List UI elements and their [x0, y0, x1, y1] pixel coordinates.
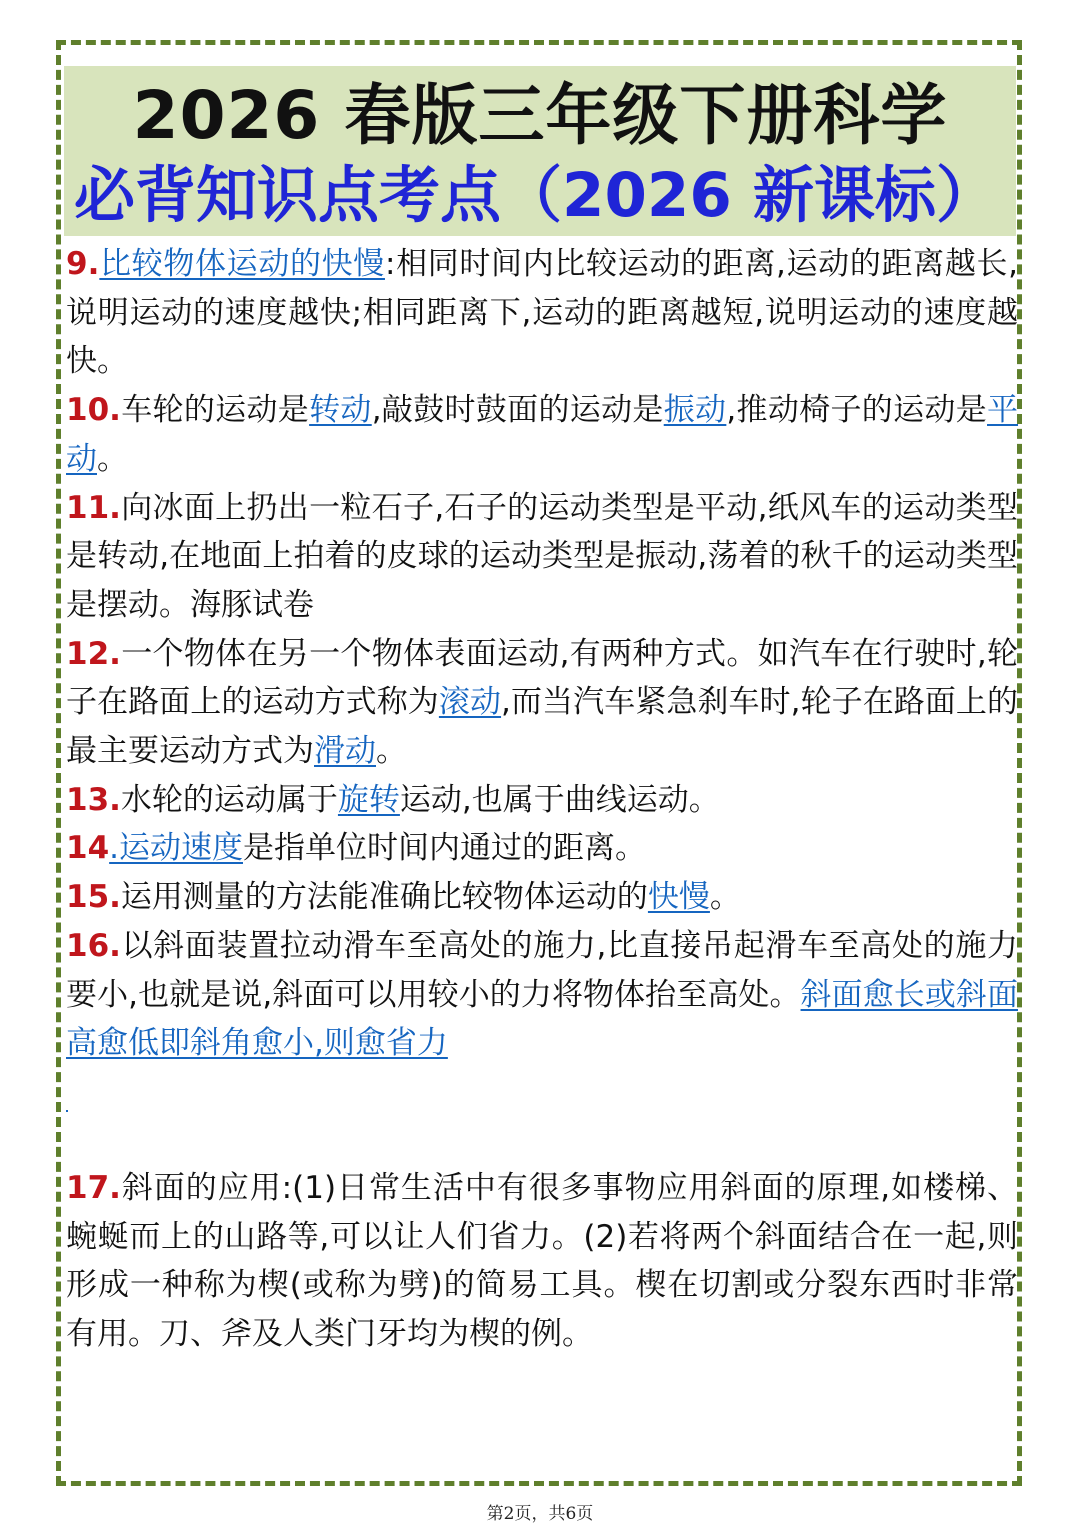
- keyword: 斜面愈长或斜面高愈低即斜角愈小,则愈省力: [66, 976, 1018, 1062]
- item-number: 16.: [66, 927, 121, 964]
- item-number: 15.: [66, 879, 121, 916]
- keyword: 比较物体运动的快慢: [99, 246, 385, 282]
- title-banner: [64, 66, 1016, 236]
- page-number: 第2页，共6页: [486, 1504, 594, 1524]
- item-text: 一个物体在另一个物体表面运动,有两种方式。如汽车在行驶时,轮子在路面上的运动方式称为: [66, 635, 1018, 721]
- item-text: 向冰面上扔出一粒石子,石子的运动类型是平动,纸风车的运动类型是转动,在地面上拍着的皮球的运动类型是振动,荡着的秋千的运动类型是摆动。海豚试卷: [66, 489, 1018, 623]
- keyword: 快慢: [647, 879, 710, 916]
- item-text: 。: [97, 440, 128, 477]
- item-number: 14: [66, 830, 110, 867]
- item-number: 9.: [66, 246, 100, 282]
- item-text: 水轮的运动属于: [120, 781, 338, 818]
- item-number: 17.: [66, 1169, 121, 1206]
- knowledge-item-16: [66, 922, 1018, 1068]
- keyword: 平动: [66, 392, 1019, 477]
- item-text: ,推动椅子的运动是: [726, 392, 988, 429]
- item-text: 运用测量的方法能准确比较物体运动的: [120, 879, 648, 916]
- knowledge-item-10: [66, 386, 1018, 483]
- knowledge-item-11: [66, 484, 1018, 630]
- keyword: .运动速度: [109, 830, 243, 867]
- item-text: 是指单位时间内通过的距离。: [243, 830, 646, 867]
- blank-gap: [66, 1068, 1018, 1164]
- item-text: 运动,也属于曲线运动。: [399, 781, 720, 818]
- keyword: 滚动: [438, 684, 502, 721]
- item-text: 。: [709, 879, 741, 916]
- knowledge-item-13: [66, 776, 1018, 825]
- item-number: 10.: [66, 392, 121, 429]
- item-number: 11.: [66, 489, 121, 526]
- page-subtitle: 必背知识点考点（2026 新课标）: [74, 160, 998, 231]
- keyword: 转动: [309, 392, 372, 429]
- keyword: 旋转: [337, 781, 400, 818]
- page-title: 2026 春版三年级下册科学: [132, 77, 948, 154]
- stray-mark: [66, 1110, 68, 1112]
- item-text: 斜面的应用:(1)日常生活中有很多事物应用斜面的原理,如楼梯、蜿蜒而上的山路等,可以让人们省力。(2)若将两个斜面结合在一起,则形成一种称为楔(或称为劈)的简易工具。楔在切割或分裂东西时非常有用。刀、斧及人类门牙均为楔的例。: [66, 1169, 1018, 1353]
- item-text: ,而当汽车紧急刹车时,轮子在路面上的最主要运动方式为: [66, 684, 1019, 770]
- item-number: 13.: [66, 781, 121, 818]
- keyword: 滑动: [314, 733, 376, 770]
- item-text: ,敲鼓时鼓面的运动是: [371, 392, 664, 429]
- knowledge-list: [66, 240, 1018, 1359]
- knowledge-item-12: [66, 630, 1018, 776]
- item-text: 。: [376, 733, 407, 770]
- knowledge-item-15: [66, 873, 1018, 922]
- knowledge-item-17: [66, 1164, 1018, 1359]
- item-text: 车轮的运动是: [120, 392, 310, 429]
- knowledge-item-14: [66, 824, 1018, 873]
- item-number: 12.: [66, 635, 121, 672]
- item-text: :相同时间内比较运动的距离,运动的距离越长,说明运动的速度越快;相同距离下,运动的距离越短,说明运动的速度越快。: [66, 246, 1018, 380]
- item-text: 以斜面装置拉动滑车至高处的施力,比直接吊起滑车至高处的施力要小,也就是说,斜面可以用较小的力将物体抬至高处。: [66, 927, 1018, 1013]
- knowledge-item-9: [66, 240, 1018, 386]
- keyword: 振动: [663, 392, 727, 429]
